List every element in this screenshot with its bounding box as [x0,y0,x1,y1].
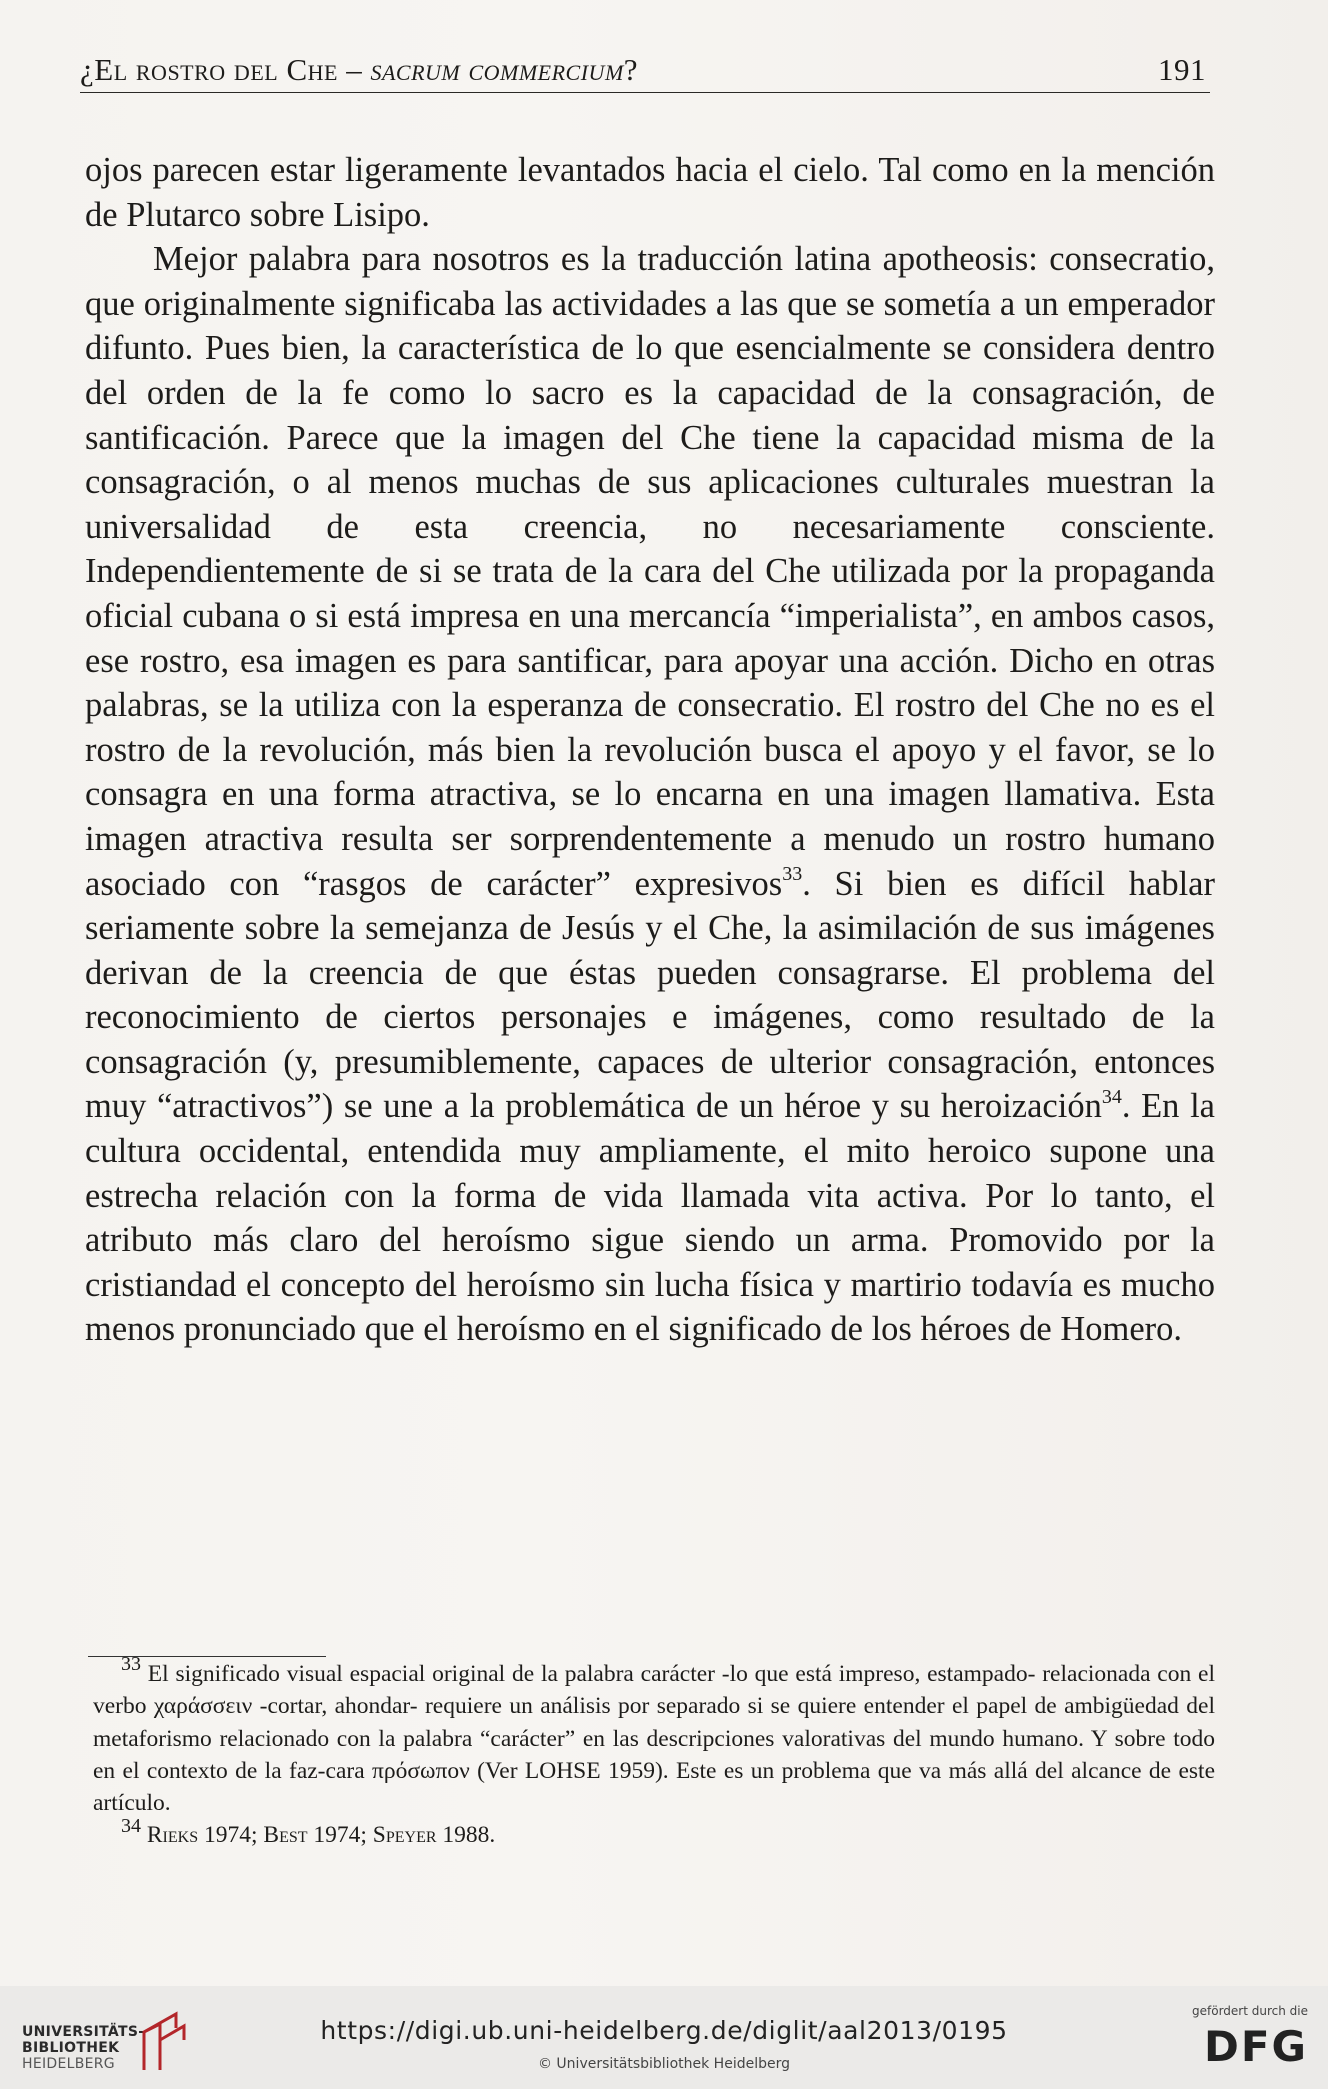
footnote-ref-34[interactable]: 34 [1101,1085,1122,1108]
digitization-footer [0,1986,1328,2089]
library-name-line-1: UNIVERSITÄTS- [22,2024,145,2040]
body-text [85,148,1215,1352]
footnote-34: $^{34}$ Rieks 1974; Best 1974; Speyer 1988. [121,1814,496,1849]
footnote-number-33: 33 [121,1653,141,1676]
permalink-url[interactable]: https://digi.ub.uni-heidelberg.de/diglit/aal2013/0195 [320,2016,1008,2045]
footnotes [93,1653,1215,1852]
dfg-logo: DFG [1203,2022,1308,2071]
footnote-number-34: 34 [121,1814,141,1837]
footnote-33: $^{33}$ El significado visual espacial original de la palabra carácter -lo que está impreso, estampado- relacionada con el verbo χαράσσειν -cortar, ahondar- requiere un análisis por separado si se quiere entender el papel de ambigüedad del metaforismo relacionado con la palabra “carácter” en las descripciones valorativas del mundo humano. Y sobre todo en el contexto de la faz-cara πρόσωπον (Ver LOHSE 1959). Este es un problema que va más allá del alcance de este artículo. [93,1653,1215,1817]
running-title: ¿El rostro del Che – sacrum commercium? [80,52,639,87]
funder-label: gefördert durch die [1192,2004,1308,2018]
library-name-line-3: HEIDELBERG [22,2056,115,2072]
library-name-line-2: BIBLIOTHEK [22,2040,120,2056]
running-head [80,52,1210,93]
page-number: 191 [1158,52,1206,87]
paragraph-1: ojos parecen estar ligeramente levantados hacia el cielo. Tal como en la mención de Plutarco sobre Lisipo. [85,151,1215,234]
footnote-ref-33[interactable]: 33 [782,863,803,885]
copyright-notice: © Universitätsbibliothek Heidelberg [537,2056,790,2072]
funder-logo[interactable] [1178,2004,1308,2074]
paragraph-2: Mejor palabra para nosotros es la traducción latina apotheosis: consecratio, que originalmente significaba las actividades a las que se sometía a un emperador difunto. Pues bien, la característica de lo que esencialmente se considera dentro del orden de la fe como lo sacro es la capacidad de la consagración, de santificación. Parece que la imagen del Che tiene la capacidad misma de la consagración, o al menos muchas de sus aplicaciones culturales muestran la universalidad de esta creencia, no necesariamente consciente. Independientemente de si se trata de la cara del Che utilizada por la propaganda oficial cubana o si está impresa en una mercancía “imperialista”, en ambos casos, ese rostro, esa imagen es para santificar, para apoyar una acción. Dicho en otras palabras, se la utiliza con la esperanza de consecratio. El rostro del Che no es el rostro de la revolución, más bien la revolución busca el apoyo y el favor, se lo consagra en una forma atractiva, se lo encarna en una imagen llamativa. Esta imagen atractiva resulta ser sorprendentemente a menudo un rostro humano asociado con “rasgos de carácter” expresivos$^{33}$. Si bien es difícil hablar seriamente sobre la semejanza de Jesús y el Che, la asimilación de sus imágenes derivan de la creencia de que éstas pueden consagrarse. El problema del reconocimiento de ciertos personajes e imágenes, como resultado de la consagración (y, presumiblemente, capaces de ulterior consagración, entonces muy “atractivos”) se une a la problemática de un héroe y su heroización$^{34}$. En la cultura occidental, entendida muy ampliamente, el mito heroico supone una estrecha relación con la forma de vida llamada vita activa. Por lo tanto, el atributo más claro del heroísmo sigue siendo un arma. Promovido por la cristiandad el concepto del heroísmo sin lucha física y martirio todavía es mucho menos pronunciado que el heroísmo en el significado de los héroes de Homero. [85,240,1215,1349]
